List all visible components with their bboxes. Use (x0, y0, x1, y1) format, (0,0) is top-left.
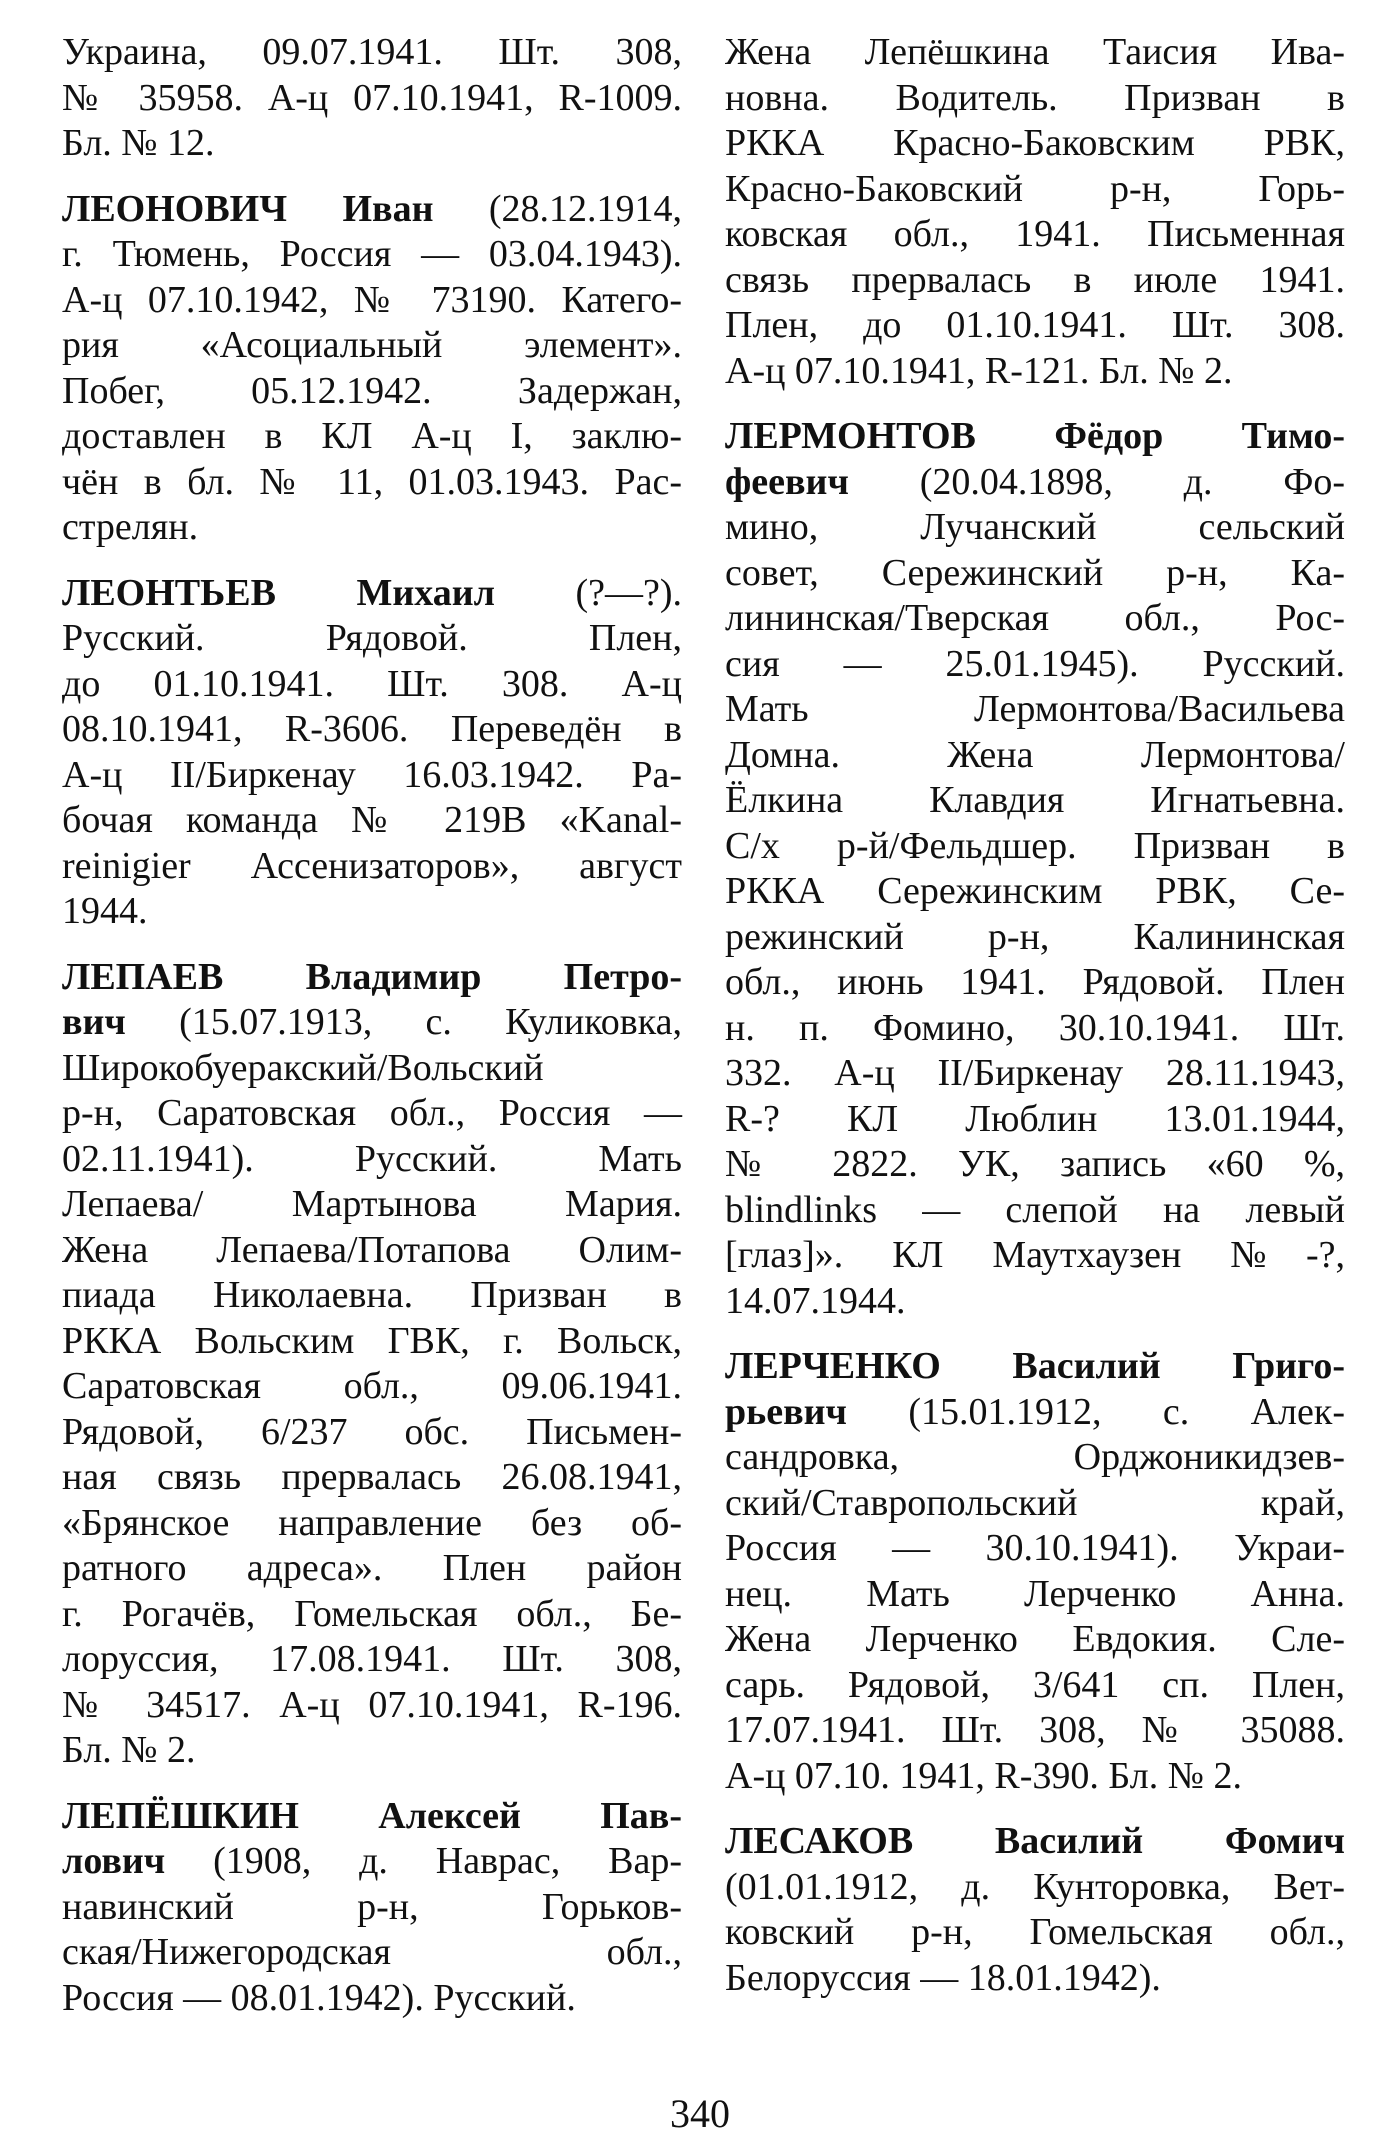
line-text: лоруссия, 17.08.1941. Шт. 308, (62, 1638, 682, 1680)
line-text: С/х р-й/Фельдшер. Призван в (725, 824, 1345, 867)
line-text: Жена Лепаева/Потапова Олим- (62, 1228, 682, 1271)
line-text: бочая команда № 219В «Kanal- (62, 799, 682, 841)
line-text: [глаз]». КЛ Маутхаузен №-?, (725, 1234, 1345, 1276)
line-text: Россия — 08.01.1942). Русский. (62, 1976, 576, 2019)
page-number: 340 (670, 2091, 730, 2136)
line-text: 17.07.1941. Шт. 308, № 35088. (725, 1709, 1345, 1751)
line-text: мино, Лучанский сельский (725, 506, 1345, 548)
line-text: Лепаева/ Мартынова Мария. (62, 1183, 682, 1225)
line-text: (15.07.1913, с. Куликовка, (125, 1001, 682, 1043)
line-text: 332. А-ц II/Биркенау 28.11.1943, (725, 1052, 1345, 1094)
text-line (725, 1572, 1345, 1618)
line-text: (15.01.1912, с. Алек- (846, 1390, 1345, 1433)
line-text: лининская/Тверская обл., Рос- (725, 597, 1345, 639)
text-line (62, 505, 682, 551)
text-line (725, 349, 1345, 395)
line-text: (28.12.1914, (433, 187, 682, 230)
text-line (62, 844, 682, 890)
text-line (62, 1546, 682, 1592)
text-line (62, 1839, 682, 1885)
biography-entry (725, 30, 1345, 394)
text-line (62, 662, 682, 708)
text-line (725, 1865, 1345, 1911)
text-line (725, 551, 1345, 597)
line-text: «Брянское направление без об- (62, 1501, 682, 1544)
text-line (725, 1754, 1345, 1800)
text-line (725, 1956, 1345, 2002)
line-text: связь прервалась в июле 1941. (725, 258, 1345, 301)
text-line (62, 369, 682, 415)
line-text: совет, Сережинский р-н, Ка- (725, 551, 1345, 594)
line-text: 02.11.1941). Русский. Мать (62, 1137, 682, 1180)
person-name: вич (62, 1001, 126, 1043)
text-line (62, 955, 682, 1001)
line-text: Украина, 09.07.1941. Шт. 308, (62, 31, 682, 73)
line-text: Россия — 30.10.1941). Украи- (725, 1527, 1345, 1569)
line-text: Жена Лепёшкина Таисия Ива- (725, 31, 1345, 73)
text-line (62, 1137, 682, 1183)
text-line (725, 30, 1345, 76)
line-text: чён в бл. № 11, 01.03.1943. Рас- (62, 460, 682, 503)
text-line (62, 414, 682, 460)
text-line (62, 30, 682, 76)
line-text: РККА Сережинским РВК, Се- (725, 870, 1345, 912)
text-line (725, 733, 1345, 779)
person-name: ЛЕРМОНТОВ Фёдор Тимо- (725, 415, 1345, 457)
text-line (725, 1663, 1345, 1709)
right-column (725, 30, 1345, 2021)
line-text: 1944. (62, 890, 148, 932)
text-line (62, 798, 682, 844)
text-line (725, 1526, 1345, 1572)
text-line (62, 707, 682, 753)
line-text: г. Тюмень, Россия — 03.04.1943). (62, 233, 682, 275)
person-name: рьевич (725, 1390, 847, 1433)
line-text: Белоруссия — 18.01.1942). (725, 1956, 1161, 1999)
text-line (62, 1091, 682, 1137)
text-line (62, 232, 682, 278)
text-line (725, 1279, 1345, 1325)
text-line (62, 1885, 682, 1931)
person-name: ЛЕПАЕВ Владимир Петро- (62, 955, 682, 998)
text-line (62, 1637, 682, 1683)
text-line (62, 1794, 682, 1840)
text-line (62, 1319, 682, 1365)
line-text: Побег, 05.12.1942. Задержан, (62, 369, 682, 412)
line-text: ский/Ставропольский край, (725, 1481, 1345, 1524)
text-line (725, 167, 1345, 213)
text-line (725, 258, 1345, 304)
text-line (62, 121, 682, 167)
person-name: феевич (725, 460, 849, 503)
line-text: навинский р-н, Горьков- (62, 1885, 682, 1928)
line-text: сандровка, Орджоникидзев- (725, 1436, 1345, 1478)
text-line (725, 1617, 1345, 1663)
text-line (62, 323, 682, 369)
text-line (725, 1097, 1345, 1143)
biography-entry (62, 571, 682, 935)
line-text: до 01.10.1941. Шт. 308. А-ц (62, 662, 682, 705)
text-line (725, 824, 1345, 870)
text-line (725, 687, 1345, 733)
text-line (62, 187, 682, 233)
text-line (725, 1390, 1345, 1436)
text-line (62, 1364, 682, 1410)
line-text: Жена Лерченко Евдокия. Сле- (725, 1618, 1345, 1660)
line-text: ская/Нижегородская обл., (62, 1931, 682, 1973)
line-text: Саратовская обл., 09.06.1941. (62, 1365, 682, 1407)
text-line (62, 1273, 682, 1319)
text-line (725, 121, 1345, 167)
line-text: (1908, д. Наврас, Вар- (165, 1840, 682, 1882)
line-text: Широкобуеракский/Вольский (62, 1046, 544, 1089)
text-line (62, 1683, 682, 1729)
text-line (725, 212, 1345, 258)
line-text: Ёлкина Клавдия Игнатьевна. (725, 779, 1345, 821)
line-text: стрелян. (62, 506, 199, 548)
text-line (62, 1455, 682, 1501)
line-text: Плен, до 01.10.1941. Шт. 308. (725, 304, 1345, 346)
line-text: 14.07.1944. (725, 1279, 906, 1322)
text-line (725, 960, 1345, 1006)
biography-entry (725, 1819, 1345, 2001)
text-line (62, 1000, 682, 1046)
text-line (725, 869, 1345, 915)
line-text: № 34517. А-ц 07.10.1941, R-196. (62, 1683, 682, 1726)
text-line (62, 76, 682, 122)
person-name: ЛЕОНОВИЧ Иван (62, 187, 434, 230)
text-line (62, 889, 682, 935)
line-text: 08.10.1941, R-3606. Переведён в (62, 708, 682, 750)
line-text: РККА Вольским ГВК, г. Вольск, (62, 1319, 682, 1362)
line-text: № 2822. УК, запись «60 %, (725, 1143, 1345, 1185)
line-text: (01.01.1912, д. Кунторовка, Вет- (725, 1865, 1345, 1908)
line-text: рия «Асоциальный элемент». (62, 324, 682, 366)
line-text: обл., июнь 1941. Рядовой. Плен (725, 961, 1345, 1003)
text-line (62, 616, 682, 662)
text-line (725, 1142, 1345, 1188)
line-text: А-ц 07.10.1942, № 73190. Катего- (62, 278, 682, 321)
text-line (725, 1481, 1345, 1527)
line-text: Рядовой, 6/237 обс. Письмен- (62, 1410, 682, 1453)
line-text: Бл. № 12. (62, 122, 215, 164)
text-line (725, 1344, 1345, 1390)
line-text: А-ц II/Биркенау 16.03.1942. Ра- (62, 753, 682, 796)
left-column (62, 30, 682, 2041)
text-line (62, 1182, 682, 1228)
biography-entry (62, 955, 682, 1774)
text-line (725, 1006, 1345, 1052)
biography-entry (725, 1344, 1345, 1799)
text-line (725, 1819, 1345, 1865)
line-text: Мать Лермонтова/Васильева (725, 688, 1345, 730)
text-line (725, 414, 1345, 460)
text-line (725, 596, 1345, 642)
text-line (62, 1592, 682, 1638)
text-line (62, 753, 682, 799)
line-text: А-ц 07.10.1941, R-121. Бл. № 2. (725, 349, 1233, 392)
text-line (62, 1410, 682, 1456)
text-line (62, 278, 682, 324)
line-text: ная связь прервалась 26.08.1941, (62, 1456, 682, 1498)
line-text: Домна. Жена Лермонтова/ (725, 733, 1345, 776)
biography-entry (725, 414, 1345, 1324)
biography-entry (62, 30, 682, 167)
line-text: нец. Мать Лерченко Анна. (725, 1572, 1345, 1615)
line-text: А-ц 07.10. 1941, R-390. Бл. № 2. (725, 1754, 1242, 1797)
biography-entry (62, 187, 682, 551)
text-line (62, 460, 682, 506)
line-text: Красно-Баковский р-н, Горь- (725, 167, 1345, 210)
text-line (725, 1910, 1345, 1956)
line-text: blindlinks — слепой на левый (725, 1188, 1345, 1231)
person-name: ЛЕСАКОВ Василий Фомич (725, 1820, 1345, 1862)
line-text: н. п. Фомино, 30.10.1941. Шт. (725, 1006, 1345, 1049)
line-text: РККА Красно-Баковским РВК, (725, 122, 1345, 164)
person-name: ЛЕПЁШКИН Алексей Пав- (62, 1794, 682, 1837)
text-line (725, 1708, 1345, 1754)
text-line (725, 1188, 1345, 1234)
text-line (62, 1976, 682, 2022)
text-line (725, 303, 1345, 349)
line-text: ковская обл., 1941. Письменная (725, 213, 1345, 255)
line-text: новна. Водитель. Призван в (725, 76, 1345, 119)
line-text: пиада Николаевна. Призван в (62, 1274, 682, 1316)
text-line (725, 642, 1345, 688)
text-line (725, 460, 1345, 506)
person-name: лович (62, 1840, 166, 1882)
text-line (62, 1501, 682, 1547)
line-text: ратного адреса». Плен район (62, 1547, 682, 1589)
line-text: режинский р-н, Калининская (725, 915, 1345, 958)
line-text: reinigier Ассенизаторов», август (62, 844, 682, 887)
biography-entry (62, 1794, 682, 2022)
line-text: (20.04.1898, д. Фо- (848, 460, 1345, 503)
text-line (62, 1930, 682, 1976)
text-line (62, 1046, 682, 1092)
line-text: доставлен в КЛ А-ц I, заклю- (62, 415, 682, 457)
text-line (725, 778, 1345, 824)
person-name: ЛЕОНТЬЕВ Михаил (62, 571, 495, 614)
line-text: Бл. № 2. (62, 1729, 196, 1771)
text-line (725, 915, 1345, 961)
line-text: R-? КЛ Люблин 13.01.1944, (725, 1097, 1345, 1140)
person-name: ЛЕРЧЕНКО Василий Григо- (725, 1345, 1345, 1387)
line-text: (?—?). (494, 571, 682, 614)
text-line (725, 1435, 1345, 1481)
text-line (62, 1728, 682, 1774)
line-text: ковский р-н, Гомельская обл., (725, 1911, 1345, 1953)
text-line (62, 1228, 682, 1274)
line-text: р-н, Саратовская обл., Россия — (62, 1092, 682, 1134)
text-line (62, 571, 682, 617)
text-line (725, 76, 1345, 122)
line-text: г. Рогачёв, Гомельская обл., Бе- (62, 1592, 682, 1635)
line-text: сия — 25.01.1945). Русский. (725, 642, 1345, 685)
line-text: сарь. Рядовой, 3/641 сп. Плен, (725, 1663, 1345, 1706)
text-line (725, 1051, 1345, 1097)
line-text: № 35958. А-ц 07.10.1941, R-1009. (62, 76, 682, 119)
line-text: Русский. Рядовой. Плен, (62, 617, 682, 659)
text-line (725, 505, 1345, 551)
text-line (725, 1233, 1345, 1279)
